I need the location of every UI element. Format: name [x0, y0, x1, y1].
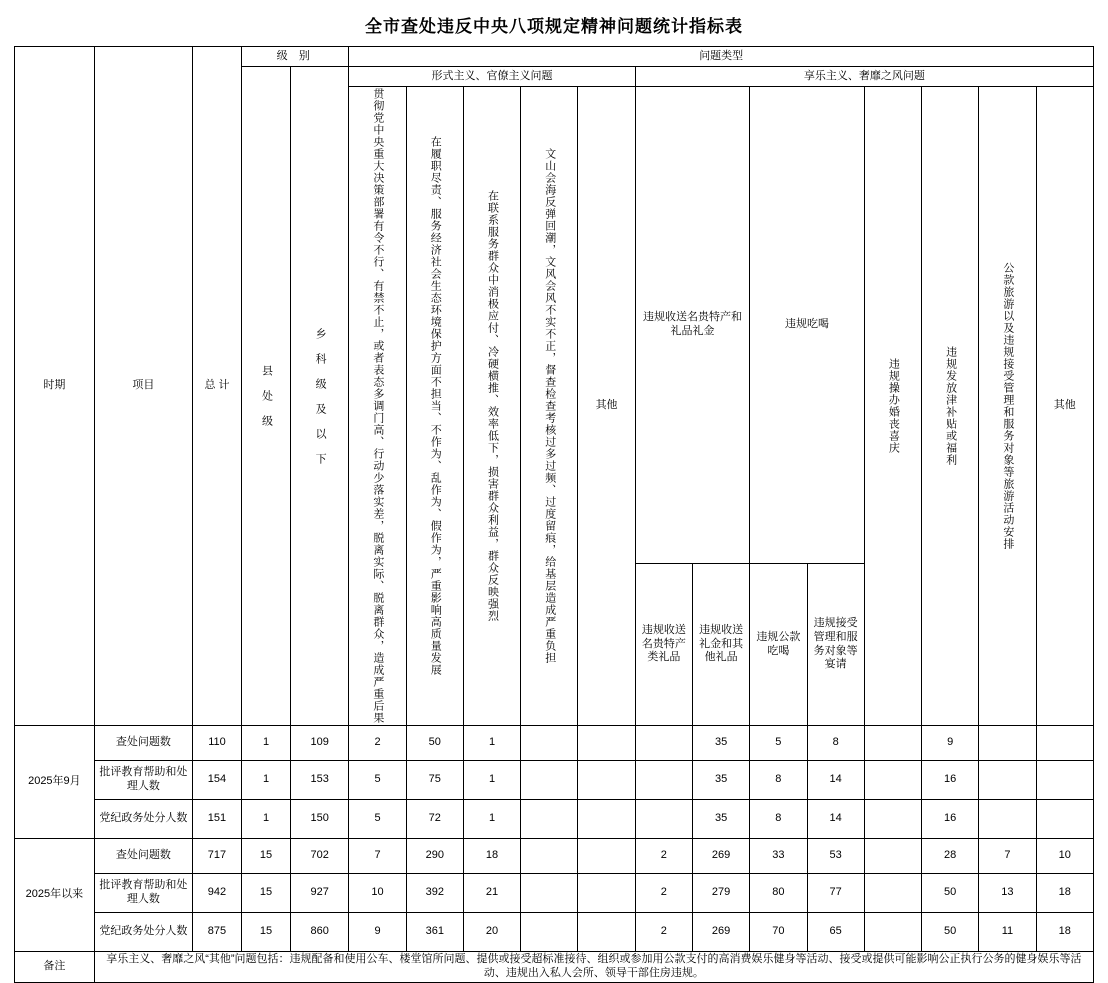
cell-h2b: 53	[807, 839, 864, 874]
cell-total: 110	[192, 726, 241, 761]
header-group-hedonism: 享乐主义、奢靡之风问题	[635, 67, 1093, 87]
cell-township: 109	[291, 726, 349, 761]
cell-f3: 21	[463, 874, 520, 913]
header-hedonism-travel: 公款旅游以及违规接受管理和服务对象等旅游活动安排	[979, 87, 1036, 726]
period-label: 2025年9月	[15, 726, 95, 839]
header-hedonism-other: 其他	[1036, 87, 1093, 726]
cell-f2: 50	[406, 726, 463, 761]
cell-f1: 5	[349, 761, 406, 800]
cell-f4	[521, 800, 578, 839]
cell-f5	[578, 761, 635, 800]
cell-total: 875	[192, 913, 241, 952]
header-total: 总 计	[192, 47, 241, 726]
cell-f4	[521, 913, 578, 952]
period-label: 2025年以来	[15, 839, 95, 952]
cell-f2: 75	[406, 761, 463, 800]
cell-f4	[521, 874, 578, 913]
cell-h1a: 2	[635, 839, 692, 874]
cell-h2b: 65	[807, 913, 864, 952]
cell-county: 1	[242, 761, 291, 800]
header-period: 时期	[15, 47, 95, 726]
cell-f2: 392	[406, 874, 463, 913]
cell-county: 1	[242, 726, 291, 761]
cell-f1: 7	[349, 839, 406, 874]
cell-f2: 361	[406, 913, 463, 952]
cell-h6: 18	[1036, 874, 1093, 913]
cell-f1: 10	[349, 874, 406, 913]
cell-h1b: 35	[692, 800, 749, 839]
cell-h1a	[635, 726, 692, 761]
cell-h5: 13	[979, 874, 1036, 913]
header-hedonism-dining-banquet: 违规接受管理和服务对象等宴请	[807, 564, 864, 726]
note-text: 享乐主义、奢靡之风“其他”问题包括：违规配备和使用公车、楼堂馆所问题、提供或接受超标准接待、组织或参加用公款支付的高消费娱乐健身等活动、接受或提供可能影响公正执行公务的健身娱乐等活动、违规出入私人会所、领导干部住房违规。	[94, 952, 1093, 983]
table-row	[15, 726, 1094, 761]
header-hedonism-gifts-money: 违规收送礼金和其他礼品	[692, 564, 749, 726]
cell-county: 15	[242, 913, 291, 952]
cell-h5	[979, 726, 1036, 761]
header-group-formalism: 形式主义、官僚主义问题	[349, 67, 635, 87]
cell-h2a: 5	[750, 726, 807, 761]
cell-h2a: 70	[750, 913, 807, 952]
cell-h6	[1036, 726, 1093, 761]
cell-h5	[979, 761, 1036, 800]
cell-f3: 1	[463, 800, 520, 839]
table-row	[15, 874, 1094, 913]
header-problem-type: 问题类型	[349, 47, 1094, 67]
cell-h3	[864, 874, 921, 913]
page-title: 全市查处违反中央八项规定精神问题统计指标表	[365, 17, 743, 36]
project-label: 党纪政务处分人数	[94, 800, 192, 839]
header-hedonism-subsidies: 违规发放津补贴或福利	[922, 87, 979, 726]
cell-f5	[578, 726, 635, 761]
cell-f3: 1	[463, 761, 520, 800]
cell-f1: 9	[349, 913, 406, 952]
cell-h5: 11	[979, 913, 1036, 952]
table-footer-row	[15, 952, 1094, 983]
project-label: 党纪政务处分人数	[94, 913, 192, 952]
cell-h4: 50	[922, 913, 979, 952]
cell-f3: 20	[463, 913, 520, 952]
note-label: 备注	[15, 952, 95, 983]
cell-f5	[578, 839, 635, 874]
cell-h5: 7	[979, 839, 1036, 874]
cell-h2b: 14	[807, 761, 864, 800]
header-level-county: 县 处 级	[242, 67, 291, 726]
cell-total: 151	[192, 800, 241, 839]
cell-township: 702	[291, 839, 349, 874]
header-formalism-other: 其他	[578, 87, 635, 726]
cell-f2: 72	[406, 800, 463, 839]
table-row	[15, 913, 1094, 952]
cell-h5	[979, 800, 1036, 839]
cell-township: 927	[291, 874, 349, 913]
header-hedonism-gifts-luxury: 违规收送名贵特产类礼品	[635, 564, 692, 726]
cell-h2b: 8	[807, 726, 864, 761]
cell-county: 1	[242, 800, 291, 839]
cell-county: 15	[242, 874, 291, 913]
cell-h1b: 35	[692, 761, 749, 800]
header-level-group: 级 别	[242, 47, 349, 67]
cell-h3	[864, 761, 921, 800]
cell-total: 942	[192, 874, 241, 913]
cell-h2a: 80	[750, 874, 807, 913]
header-formalism-4: 文山会海反弹回潮，文风会风不实不正，督查检查考核过多过频、过度留痕，给基层造成严重负担	[521, 87, 578, 726]
cell-h1b: 35	[692, 726, 749, 761]
cell-f4	[521, 839, 578, 874]
project-label: 查处问题数	[94, 839, 192, 874]
header-hedonism-weddings: 违规操办婚丧喜庆	[864, 87, 921, 726]
cell-h1a: 2	[635, 913, 692, 952]
cell-h4: 9	[922, 726, 979, 761]
cell-h3	[864, 839, 921, 874]
cell-h6: 18	[1036, 913, 1093, 952]
cell-h1a	[635, 761, 692, 800]
cell-f3: 18	[463, 839, 520, 874]
table-row	[15, 761, 1094, 800]
cell-f1: 2	[349, 726, 406, 761]
cell-f5	[578, 800, 635, 839]
cell-h4: 16	[922, 761, 979, 800]
header-hedonism-dining: 违规吃喝	[750, 87, 865, 564]
table-row	[15, 839, 1094, 874]
cell-h1a	[635, 800, 692, 839]
cell-h3	[864, 726, 921, 761]
cell-f1: 5	[349, 800, 406, 839]
header-formalism-3: 在联系服务群众中消极应付、冷硬横推、效率低下，损害群众利益，群众反映强烈	[463, 87, 520, 726]
cell-township: 150	[291, 800, 349, 839]
cell-h2a: 33	[750, 839, 807, 874]
cell-f4	[521, 726, 578, 761]
cell-h3	[864, 913, 921, 952]
cell-f4	[521, 761, 578, 800]
cell-h3	[864, 800, 921, 839]
cell-township: 153	[291, 761, 349, 800]
cell-h1b: 279	[692, 874, 749, 913]
project-label: 批评教育帮助和处理人数	[94, 761, 192, 800]
header-formalism-2: 在履职尽责、服务经济社会生态环境保护方面不担当、不作为、乱作为、假作为，严重影响高质量发展	[406, 87, 463, 726]
cell-h6	[1036, 761, 1093, 800]
header-level-township: 乡 科 级 及 以 下	[291, 67, 349, 726]
header-hedonism-gifts: 违规收送名贵特产和礼品礼金	[635, 87, 750, 564]
cell-h2b: 14	[807, 800, 864, 839]
header-formalism-1: 贯彻党中央重大决策部署有令不行、有禁不止，或者表态多调门高、行动少落实差，脱离实际、脱离群众，造成严重后果	[349, 87, 406, 726]
cell-township: 860	[291, 913, 349, 952]
statistics-table	[14, 46, 1094, 983]
cell-h1a: 2	[635, 874, 692, 913]
cell-f3: 1	[463, 726, 520, 761]
table-header-row-1	[15, 47, 1094, 67]
cell-h2a: 8	[750, 800, 807, 839]
cell-f5	[578, 913, 635, 952]
cell-h1b: 269	[692, 913, 749, 952]
cell-h2a: 8	[750, 761, 807, 800]
cell-h1b: 269	[692, 839, 749, 874]
cell-f5	[578, 874, 635, 913]
cell-h4: 16	[922, 800, 979, 839]
cell-h4: 28	[922, 839, 979, 874]
cell-h4: 50	[922, 874, 979, 913]
header-project: 项目	[94, 47, 192, 726]
project-label: 查处问题数	[94, 726, 192, 761]
cell-county: 15	[242, 839, 291, 874]
cell-h6: 10	[1036, 839, 1093, 874]
cell-total: 154	[192, 761, 241, 800]
cell-h2b: 77	[807, 874, 864, 913]
table-row	[15, 800, 1094, 839]
cell-total: 717	[192, 839, 241, 874]
cell-h6	[1036, 800, 1093, 839]
cell-f2: 290	[406, 839, 463, 874]
project-label: 批评教育帮助和处理人数	[94, 874, 192, 913]
header-hedonism-dining-public: 违规公款吃喝	[750, 564, 807, 726]
